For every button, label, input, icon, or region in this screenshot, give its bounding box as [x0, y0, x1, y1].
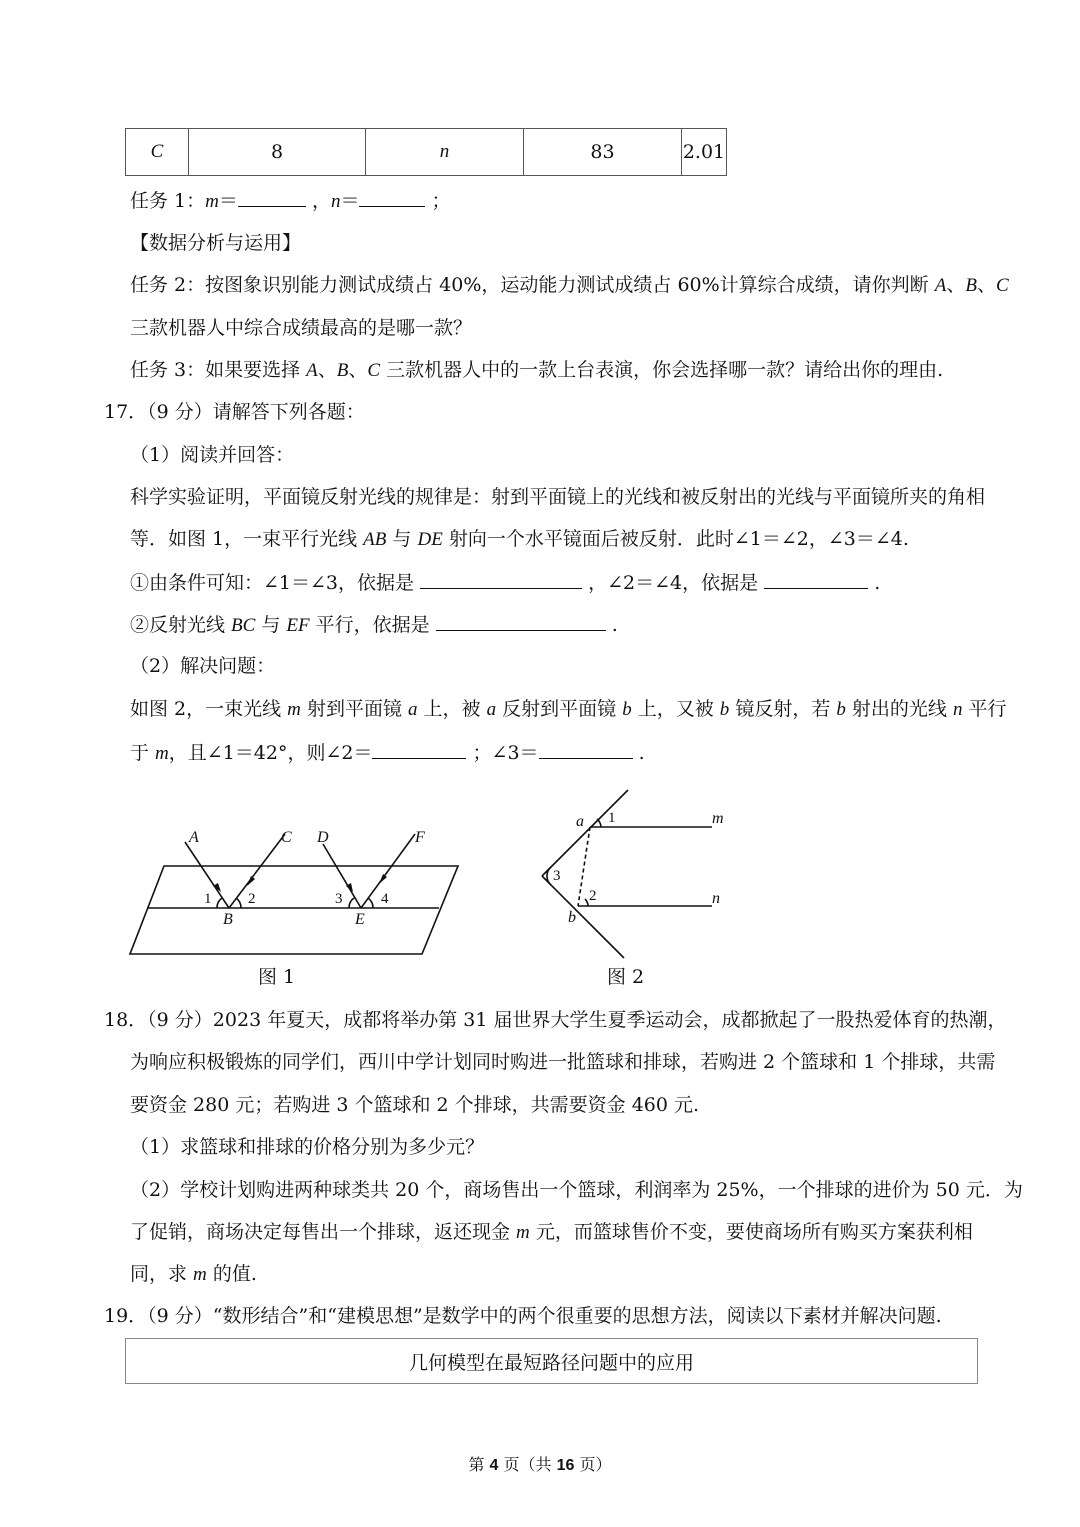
separator: 、 — [976, 274, 996, 296]
mirror-b — [542, 876, 624, 958]
q17-item1 — [130, 570, 880, 595]
text: 元，而篮球售价不变，要使商场所有购买方案获利相 — [529, 1221, 973, 1243]
separator: 、 — [348, 359, 368, 381]
ray-BC — [229, 834, 285, 908]
text: 镜反射，若 — [729, 698, 837, 720]
text: ②反射光线 — [130, 614, 232, 636]
angle-arc-3 — [349, 898, 354, 908]
answer-blank-m[interactable] — [238, 188, 306, 207]
figure-2-caption: 图 2 — [607, 966, 645, 988]
var-b: b — [836, 699, 846, 720]
var-m: m — [193, 1264, 207, 1285]
label-angle-2: 2 — [248, 891, 256, 907]
var-n: n — [952, 699, 963, 720]
text: 平行 — [962, 698, 1007, 720]
answer-blank-reason2[interactable] — [764, 570, 868, 589]
task3-text: 任务 3：如果要选择 — [130, 359, 307, 381]
answer-blank-angle3[interactable] — [539, 740, 633, 759]
figure-1 — [125, 820, 470, 990]
q19-box-title: 几何模型在最短路径问题中的应用 — [408, 1351, 694, 1374]
table-cell: C — [126, 129, 189, 176]
label-E: E — [355, 911, 365, 928]
task2-text: 任务 2：按图象识别能力测试成绩占 40%，运动能力测试成绩占 60%计算综合成绩，请你判断 — [130, 274, 935, 296]
var-C: C — [995, 275, 1009, 296]
var-m: m — [516, 1222, 530, 1243]
var-m: m — [287, 699, 301, 720]
task3-text: 三款机器人中的一款上台表演，你会选择哪一款？请给出你的理由. — [380, 359, 944, 381]
figure-2 — [530, 780, 740, 960]
text: . — [632, 742, 645, 764]
q17-text3 — [130, 697, 1007, 722]
text: ；∠3＝ — [466, 742, 539, 764]
text: . — [868, 572, 881, 594]
text: 射向一个水平镜面后被反射．此时∠1＝∠2，∠3＝∠4. — [442, 528, 909, 550]
text: 上，被 — [417, 698, 487, 720]
q17-part2: （2）解决问题： — [130, 655, 276, 677]
table-row — [126, 129, 727, 176]
task2-line1 — [130, 273, 1009, 298]
var-a: a — [408, 699, 418, 720]
table-cell: n — [366, 129, 524, 176]
label-angle-4: 4 — [381, 891, 389, 907]
label-angle-2: 2 — [589, 888, 597, 904]
section-title: 【数据分析与运用】 — [130, 232, 302, 254]
angle-arc-1 — [597, 819, 601, 827]
q18-line3: 要资金 280 元；若购进 3 个篮球和 2 个排球，共需要资金 460 元. — [130, 1094, 700, 1116]
var-n: n — [330, 191, 341, 212]
var-EF: EF — [286, 615, 310, 636]
mirror-parallelogram — [130, 866, 458, 954]
task1-label: 任务 1： — [130, 190, 206, 212]
q17-text1: 科学实验证明，平面镜反射光线的规律是：射到平面镜上的光线和被反射出的光线与平面镜所夹的角相 — [130, 486, 986, 508]
q18-line2: 为响应积极锻炼的同学们，西川中学计划同时购进一批篮球和排球，若购进 2 个篮球和 1 个排球，共需 — [130, 1051, 996, 1073]
q17-text2 — [130, 527, 909, 552]
text: 射出的光线 — [845, 698, 953, 720]
text: 上，又被 — [631, 698, 720, 720]
table-cell: 8 — [189, 129, 366, 176]
q18-part2-line1: （2）学校计划购进两种球类共 20 个，商场售出一个篮球，利润率为 25%，一个排球的进价为 50 元．为 — [130, 1179, 1023, 1201]
q19-heading: 19．（9 分）“数形结合”和“建模思想”是数学中的两个很重要的思想方法，阅读以下素材并解决问题. — [104, 1305, 942, 1327]
q17-text4 — [130, 740, 645, 766]
text: 等．如图 1，一束平行光线 — [130, 528, 364, 550]
text: 射到平面镜 — [300, 698, 408, 720]
answer-blank-reason3[interactable] — [436, 612, 606, 631]
q17-item2 — [130, 612, 618, 638]
label-b: b — [568, 909, 576, 926]
text: 如图 2，一束光线 — [130, 698, 288, 720]
angle-arc-1 — [217, 898, 222, 908]
label-B: B — [223, 911, 233, 928]
label-D: D — [317, 829, 329, 846]
q18-part1: （1）求篮球和排球的价格分别为多少元？ — [130, 1136, 485, 1158]
separator: 、 — [317, 359, 337, 381]
score-table — [125, 128, 727, 176]
text: 了促销，商场决定每售出一个排球，返还现金 — [130, 1221, 517, 1243]
var-B: B — [965, 275, 977, 296]
task2-line2: 三款机器人中综合成绩最高的是哪一款？ — [130, 317, 473, 339]
answer-blank-reason1[interactable] — [420, 570, 582, 589]
var-b: b — [719, 699, 730, 720]
label-C: C — [281, 829, 292, 846]
comma: ， — [311, 190, 331, 212]
var-A: A — [306, 360, 318, 381]
text: . — [605, 614, 618, 636]
label-A: A — [189, 829, 199, 846]
page-total: 16 — [556, 1457, 575, 1474]
var-m: m — [155, 743, 169, 764]
arrow-icon — [379, 874, 387, 884]
q19-material-box — [125, 1338, 978, 1384]
var-C: C — [367, 360, 381, 381]
label-angle-1: 1 — [204, 891, 212, 907]
label-F: F — [415, 829, 425, 846]
text: ①由条件可知：∠1＝∠3，依据是 — [130, 572, 421, 594]
equals: ＝ — [340, 190, 360, 212]
var-m: m — [205, 191, 219, 212]
q17-part1: （1）阅读并回答： — [130, 444, 295, 466]
figure-1-caption: 图 1 — [258, 966, 296, 988]
equals: ＝ — [218, 190, 238, 212]
text: 与 — [386, 528, 418, 550]
text: 的值. — [206, 1263, 257, 1285]
task3-line — [130, 358, 943, 383]
text: 页（共 — [498, 1455, 557, 1474]
label-angle-3: 3 — [335, 891, 343, 907]
table-cell: 83 — [524, 129, 682, 176]
text: ，且∠1＝42°，则∠2＝ — [168, 742, 373, 764]
var-A: A — [934, 275, 947, 296]
var-B: B — [336, 360, 349, 381]
q18-part2-line3 — [130, 1262, 257, 1287]
text: 与 — [255, 614, 287, 636]
var-AB: AB — [363, 529, 387, 550]
text: 同，求 — [130, 1263, 194, 1285]
var-a: a — [486, 699, 497, 720]
text: 页） — [574, 1455, 612, 1474]
text: 于 — [130, 742, 156, 764]
label-a: a — [576, 813, 584, 830]
var-BC: BC — [231, 615, 256, 636]
separator: 、 — [946, 274, 966, 296]
var-DE: DE — [417, 529, 443, 550]
q18-line1: 18．（9 分）2023 年夏天，成都将举办第 31 届世界大学生夏季运动会，成都掀起了一股热爱体育的热潮， — [104, 1009, 1007, 1031]
task1-line — [130, 188, 451, 214]
q18-part2-line2 — [130, 1220, 973, 1245]
page-footer — [0, 1452, 1080, 1475]
label-m: m — [712, 810, 724, 827]
angle-arc-4 — [368, 898, 373, 908]
text: 反射到平面镜 — [496, 698, 623, 720]
semicolon: ； — [431, 190, 451, 212]
angle-arc-2 — [236, 898, 241, 908]
text: 第 — [468, 1455, 490, 1474]
angle-arc-2 — [585, 899, 588, 906]
table-cell: 2.01 — [682, 129, 727, 176]
page-number: 4 — [489, 1457, 499, 1474]
var-b: b — [622, 699, 632, 720]
text: ，∠2＝∠4，依据是 — [582, 572, 765, 594]
label-n: n — [712, 890, 720, 907]
answer-blank-n[interactable] — [359, 188, 425, 207]
label-angle-3: 3 — [553, 868, 561, 884]
answer-blank-angle2[interactable] — [372, 740, 466, 759]
text: 平行，依据是 — [309, 614, 436, 636]
arrow-icon — [247, 876, 255, 886]
label-angle-1: 1 — [608, 810, 616, 826]
q17-heading: 17．（9 分）请解答下列各题： — [104, 401, 365, 423]
